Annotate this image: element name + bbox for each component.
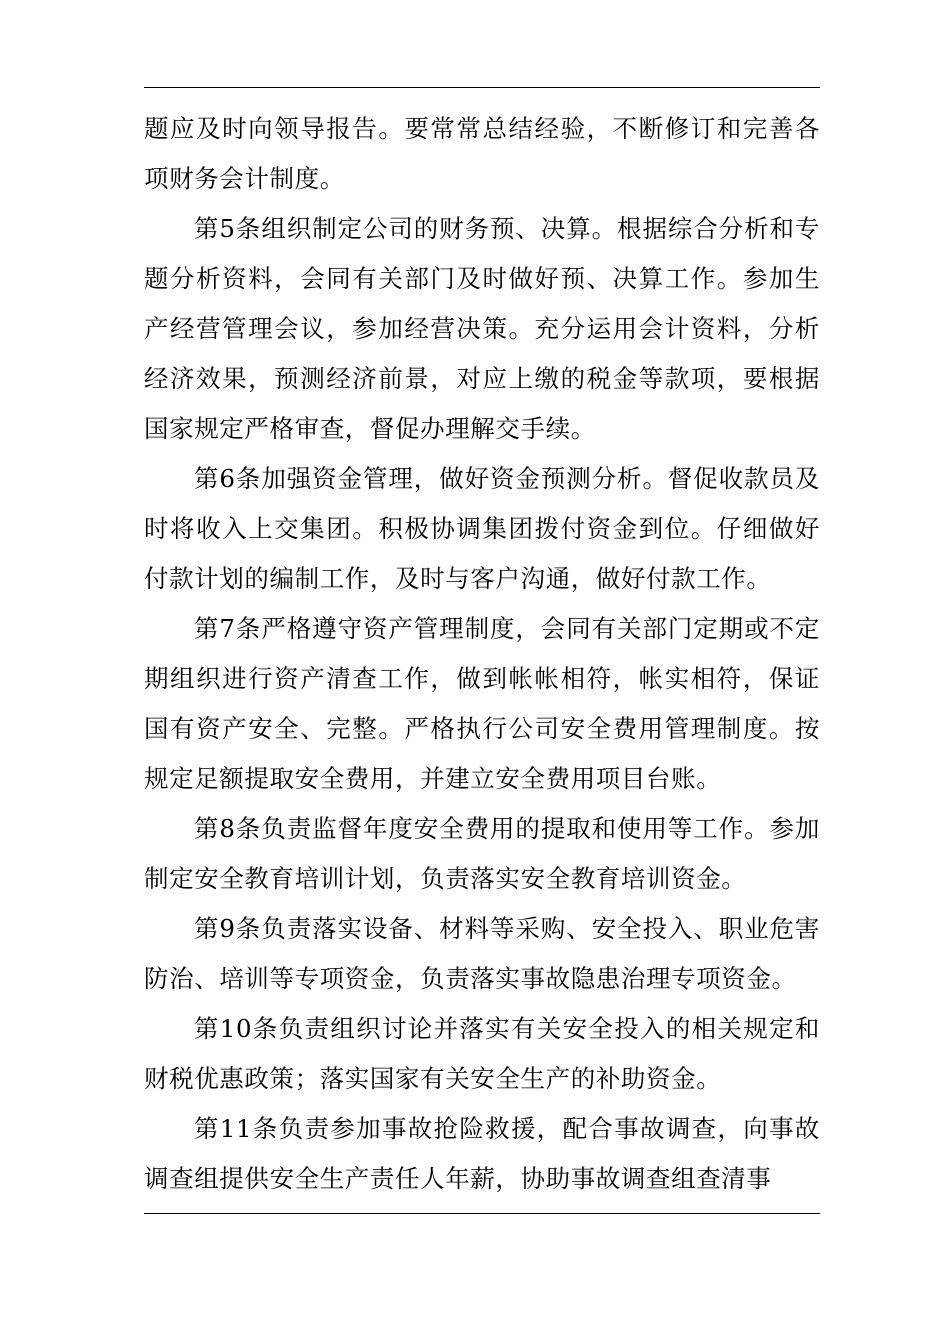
- article-5: 第5条组织制定公司的财务预、决算。根据综合分析和专题分析资料，会同有关部门及时做好预、决算工作。参加生产经营管理会议，参加经营决策。充分运用会计资料，分析经济效果，预测经济前景，对应上缴的税金等款项，要根据国家规定严格审查，督促办理解交手续。: [144, 214, 820, 443]
- article-6: 第6条加强资金管理，做好资金预测分析。督促收款员及时将收入上交集团。积极协调集团拨付资金到位。仔细做好付款计划的编制工作，及时与客户沟通，做好付款工作。: [144, 464, 820, 593]
- article-10: 第10条负责组织讨论并落实有关安全投入的相关规定和财税优惠政策；落实国家有关安全生产的补助资金。: [144, 1014, 820, 1093]
- paragraph-continuation: 题应及时向领导报告。要常常总结经验，不断修订和完善各项财务会计制度。: [144, 114, 820, 193]
- article-8: 第8条负责监督年度安全费用的提取和使用等工作。参加制定安全教育培训计划，负责落实安全教育培训资金。: [144, 814, 820, 893]
- footer-rule: [144, 1213, 820, 1214]
- article-9: 第9条负责落实设备、材料等采购、安全投入、职业危害防治、培训等专项资金，负责落实事故隐患治理专项资金。: [144, 914, 820, 993]
- header-rule: [144, 87, 820, 88]
- article-11: 第11条负责参加事故抢险救援，配合事故调查，向事故调查组提供安全生产责任人年薪，协助事故调查组查清事: [144, 1114, 820, 1193]
- article-7: 第7条严格遵守资产管理制度，会同有关部门定期或不定期组织进行资产清查工作，做到帐帐相符，帐实相符，保证国有资产安全、完整。严格执行公司安全费用管理制度。按规定足额提取安全费用，并建立安全费用项目台账。: [144, 614, 820, 793]
- document-body: [144, 104, 820, 1204]
